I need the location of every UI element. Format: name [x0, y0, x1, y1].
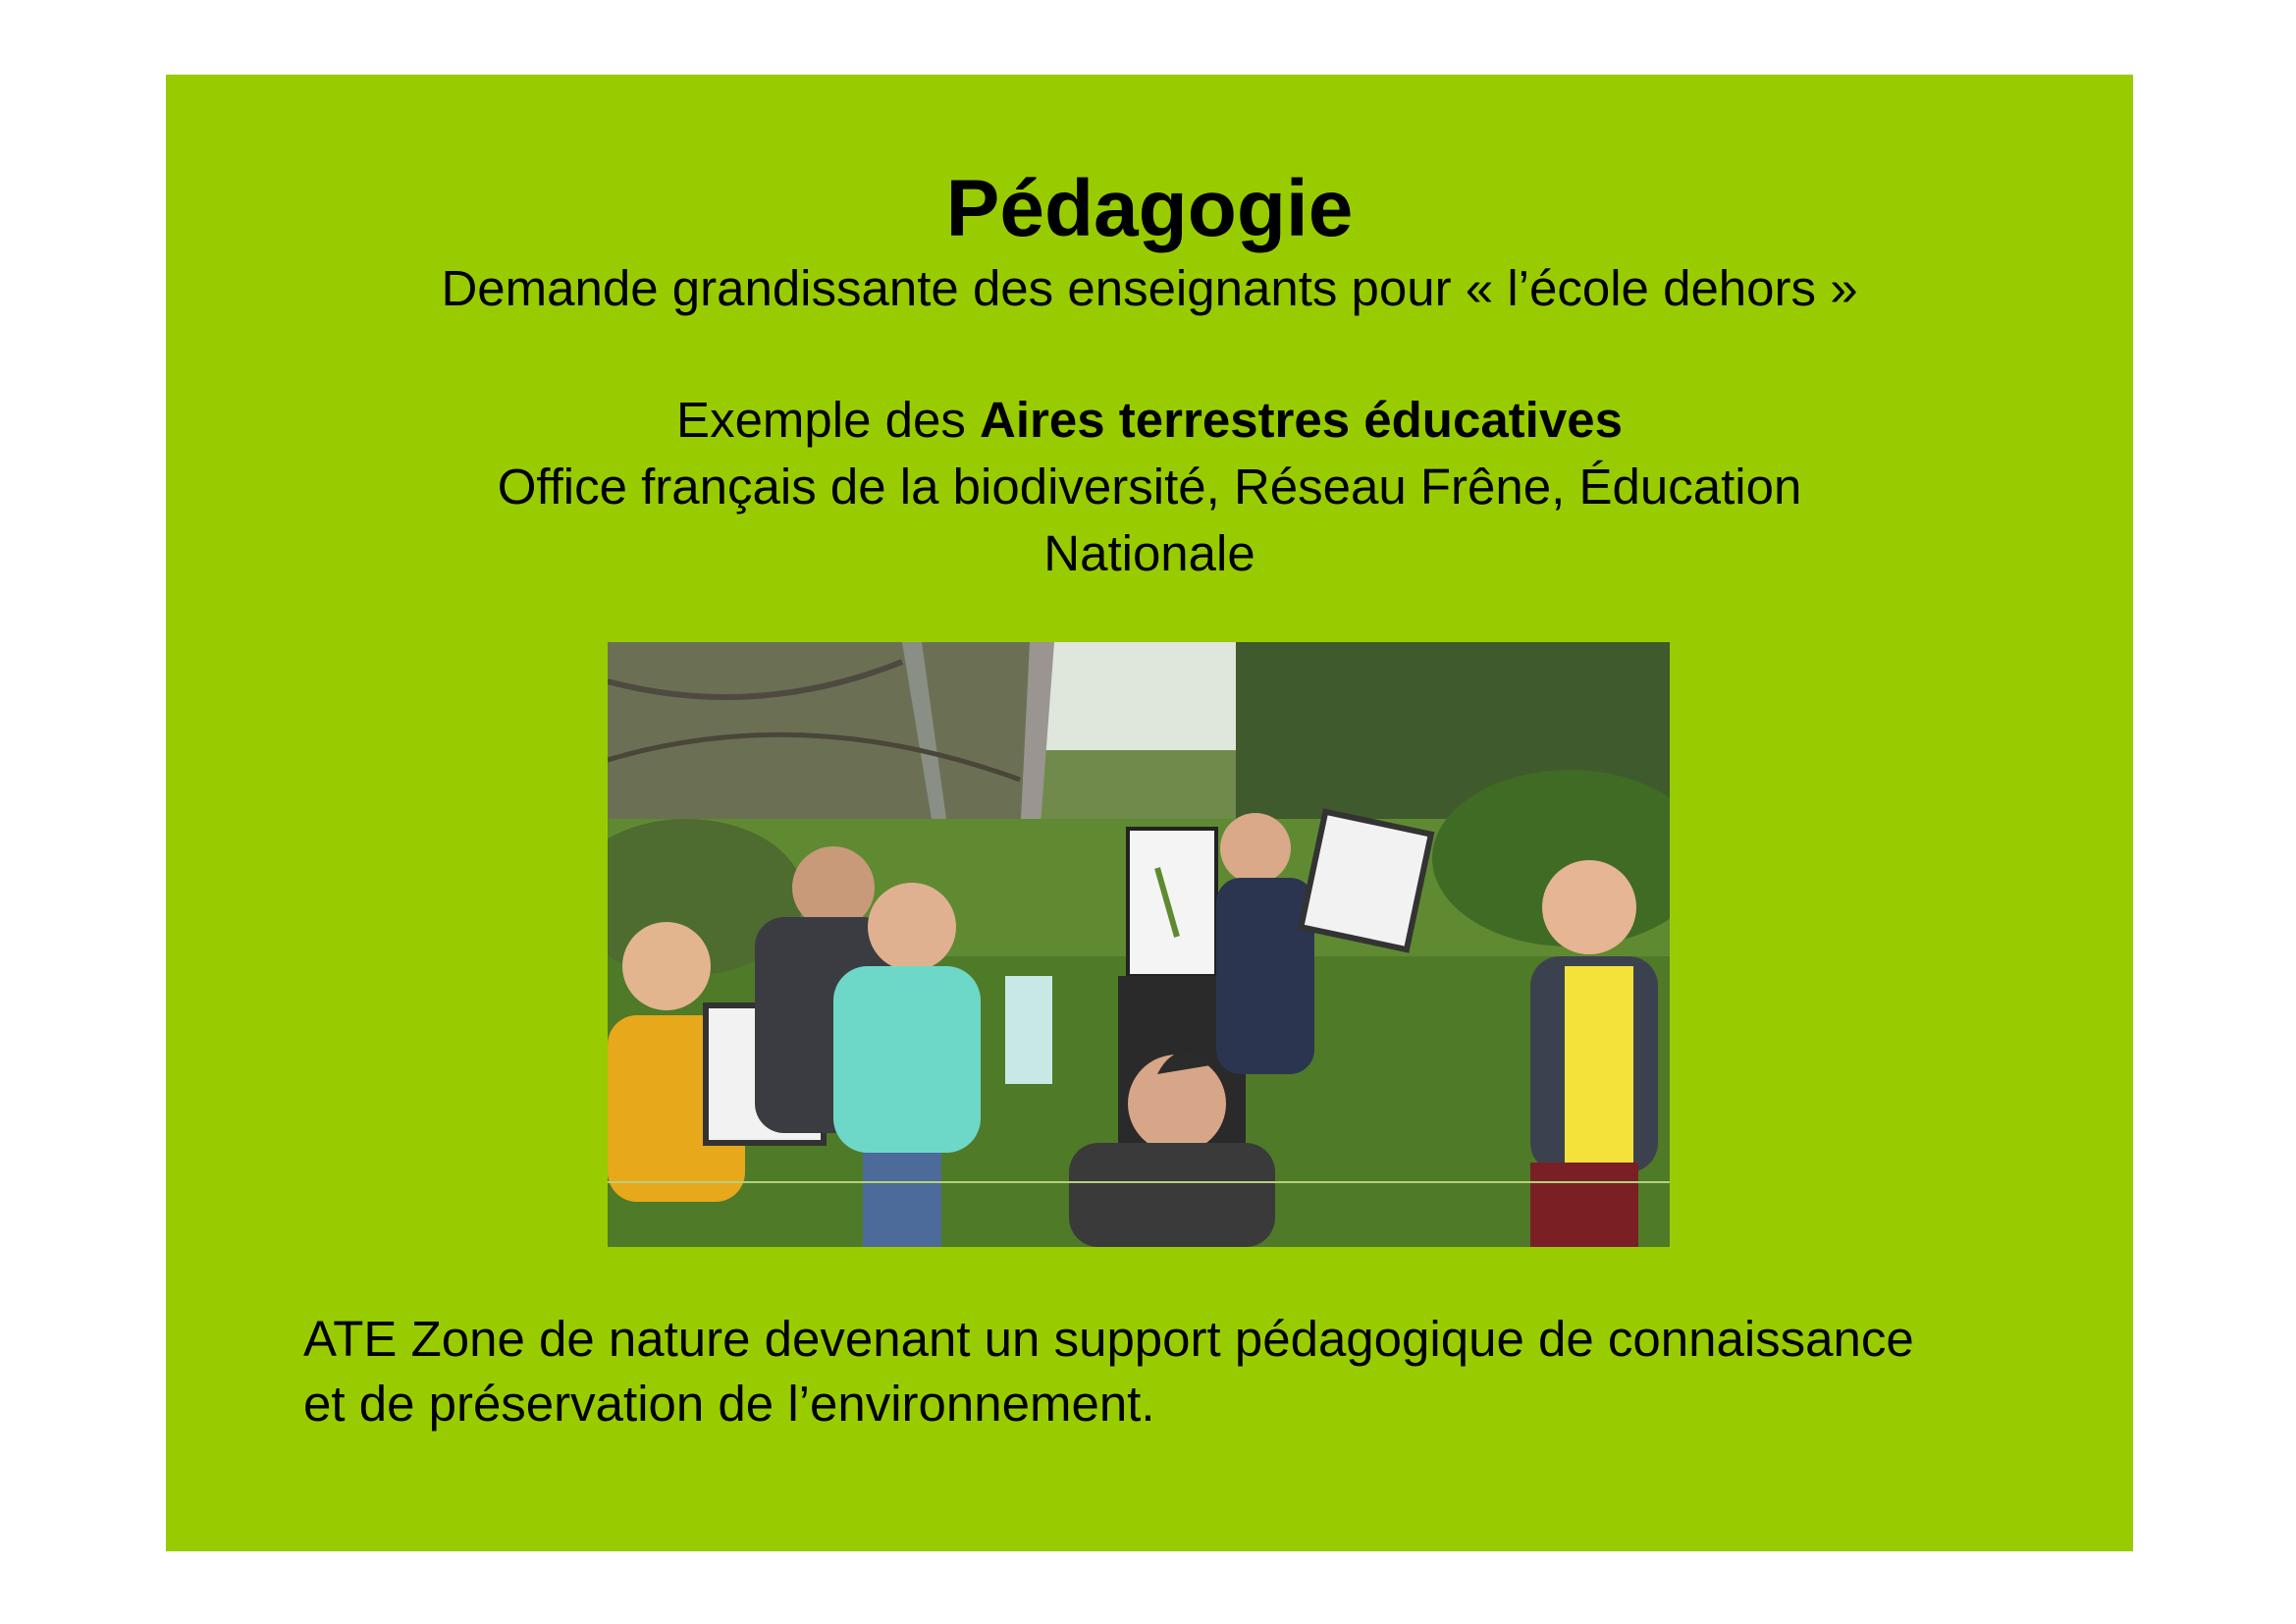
- caption-line-2: et de préservation de l’environnement.: [303, 1376, 1155, 1432]
- example-line-1: [166, 387, 2133, 454]
- slide: [166, 75, 2133, 1551]
- caption-line-1: ATE Zone de nature devenant un support pédagogique de connaissance: [303, 1311, 1914, 1367]
- slide-subtitle: Demande grandissante des enseignants pour « l’école dehors »: [441, 260, 1858, 316]
- example-block: [166, 387, 2133, 587]
- slide-title: Pédagogie: [945, 164, 1354, 253]
- example-line-2: Office français de la biodiversité, Réseau Frêne, Éducation: [497, 459, 1802, 514]
- photo-illustration: [608, 642, 1670, 1247]
- example-line-3: Nationale: [1043, 525, 1255, 581]
- caption: [303, 1307, 2119, 1436]
- example-emphasis: Aires terrestres éducatives: [980, 392, 1623, 448]
- example-prefix: Exemple des: [676, 392, 981, 448]
- photo-children-outdoors: [608, 642, 1670, 1247]
